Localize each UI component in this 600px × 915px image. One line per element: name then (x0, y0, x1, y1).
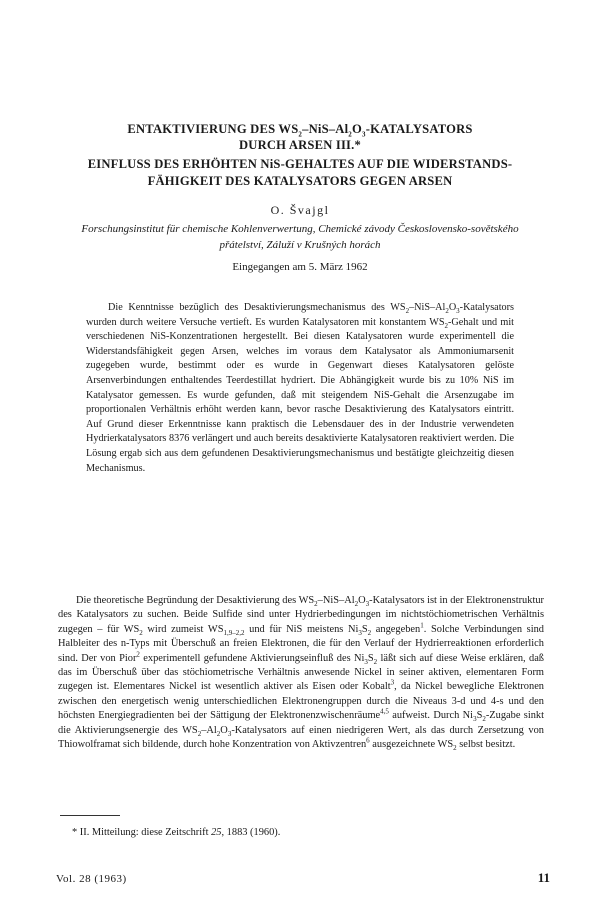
title-line-2: DURCH ARSEN III.* (238, 138, 361, 152)
affiliation-line-1: Forschungsinstitut für chemische Kohlenverwertung, Chemické závody Československo-sovětského (81, 223, 519, 235)
subtitle-line-2: FÄHIGKEIT DES KATALYSATORS GEGEN ARSEN (147, 174, 453, 188)
author-name: O. Švajgl (270, 203, 330, 217)
reference-3: 3 (390, 678, 395, 687)
footnote-rule (60, 815, 120, 816)
page-number: 11 (537, 870, 550, 885)
reference-1: 1 (420, 621, 424, 630)
reference-6: 6 (366, 736, 370, 745)
abstract-paragraph: Die Kenntnisse bezüglich des Desaktivierungsmechanismus des $WS_2-NiS-Al_2O_3$-Katalysators wurden durch weitere Versuche vertieft. Es wurden Katalysatoren mit konstantem $WS_2$-Gehalt und mit verschiedenen NiS-Konzentrationen hergestellt. Bei diesen Katalysatoren wurde experimentell die Widerstandsfähigkeit gegen Arsen, welches im voraus dem Katalysator als Ammoniumarsenit zugegeben wurde, bestimmt oder es wurde in Gegenwart dieses Katalysatoren gelöste Arsenverbindungen enthaltendes Teerdestillat hydriert. Die Abhängigkeit wurde bis zu 10% NiS im Katalysator gemessen. Es wurde gefunden, daß mit steigendem NiS-Gehalt die Arsenzugabe im proportionalen Verhältnis erhöht werden kann, bevor rasche Desaktivierung des Katalysators eintritt. Auf Grund dieser Erkenntnisse kann praktisch die Lebensdauer des in der Industrie verwendeten Hydrierkatalysators 8376 verlängert und auch bereits desaktivierte Katalysatoren reaktiviert werden. Die Lösung ergab sich aus dem gefundenen Desaktivierungsmechanismus und bestätigte gleichzeitig diesen Mechanismus. (86, 302, 514, 474)
journal-volume: Vol. 28 (1963) (56, 873, 127, 885)
title-line-1: ENTAKTIVIERUNG DES $WS_2-NiS-Al_2O_3$-KATALYSATORS (127, 122, 473, 139)
received-date: Eingegangen am 5. März 1962 (232, 261, 368, 273)
abstract (86, 301, 514, 476)
reference-2: 2 (136, 650, 140, 659)
body-paragraph: Die theoretische Begründung der Desaktivierung des $WS_2-NiS-Al_2O_3$-Katalysators ist in der Elektronenstruktur des Katalysators zu suchen. Beide Sulfide sind unter Hydrierbedingungen im nichtstöchiometrischen Verhältnis zugegen – für $WS_2$ wird zumeist $WS_{1,9-2,2}$ und für NiS meistens $Ni_3S_2$ angegeben$^1$. Solche Verbindungen sind Halbleiter des n-Typs mit Überschuß an freien Elektronen, die für den Verlauf der Hydrierreaktionen erforderlich sind. Der von Pior$^2$ experimentell gefundene Aktivierungseinfluß des $Ni_3S_2$ läßt sich auf diese Weise erklären, daß das im Überschuß über das stöchiometrische Verhältnis anwesende Nickel in seiner aktiven, elementaren Form zugegen ist. Elementares Nickel ist wesentlich aktiver als Eisen oder Kobalt$^3$, da Nickel bewegliche Elektronen zwischen den energetisch wenig unterschiedlichen Elektronengruppen durch die Niveaus 3-d und 4-s und den höchsten Energiegradienten bei der Sättigung der Elektronenzwischenräume$^{4,5}$ aufweist. Durch $Ni_3S_2$-Zugabe sinkt die Aktivierungsenergie des $WS_2-Al_2O_3$-Katalysators auf einen niedrigeren Wert, als das durch Zersetzung von Thiowolframat sich bildende, durch hohe Konzentration von Aktivzentren$^6$ ausgezeichnete $WS_2$ selbst besitzt. (58, 595, 544, 753)
affiliation-line-2: přátelství, Záluží v Krušných horách (219, 239, 381, 251)
article-subtitle (58, 156, 542, 190)
footnote: * II. Mitteilung: diese Zeitschrift 25, 1883 (1960). (72, 827, 281, 838)
reference-4-5: 4,5 (380, 707, 389, 716)
body-text (58, 594, 544, 752)
subtitle-line-1: EINFLUSS DES ERHÖHTEN NiS-GEHALTES AUF DIE WIDERSTANDS- (87, 157, 513, 171)
affiliation (60, 221, 540, 253)
article-title (60, 121, 540, 153)
